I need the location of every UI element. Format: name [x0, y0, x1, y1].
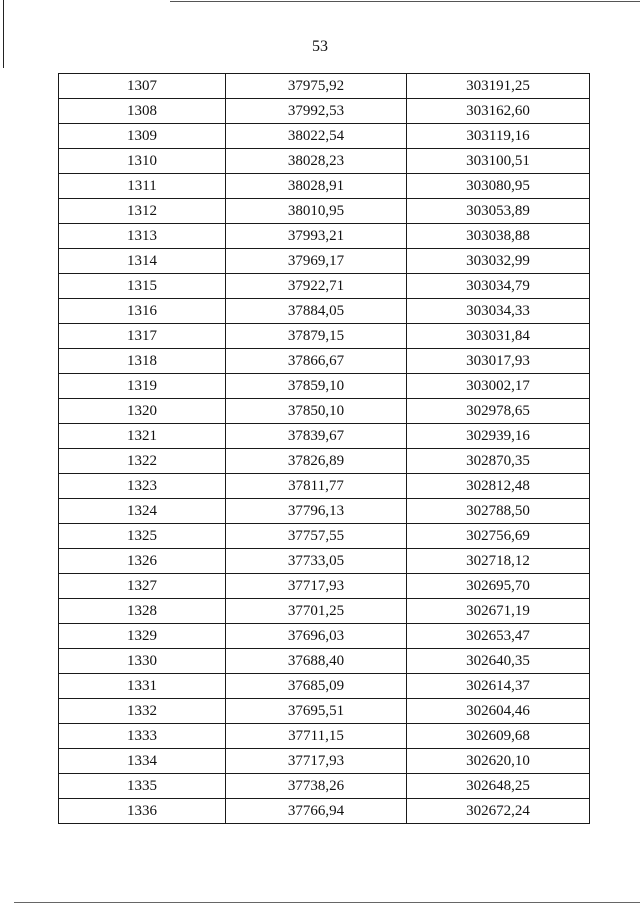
x-coordinate-cell: 37766,94 — [226, 799, 407, 824]
table-row — [59, 374, 590, 399]
table-row — [59, 774, 590, 799]
x-coordinate-cell: 37879,15 — [226, 324, 407, 349]
point-number-cell: 1333 — [59, 724, 226, 749]
point-number-cell: 1318 — [59, 349, 226, 374]
point-number-cell: 1315 — [59, 274, 226, 299]
point-number-cell: 1307 — [59, 74, 226, 99]
coordinates-table-body — [59, 74, 590, 824]
point-number-cell: 1313 — [59, 224, 226, 249]
y-coordinate-cell: 303100,51 — [407, 149, 590, 174]
point-number-cell: 1321 — [59, 424, 226, 449]
x-coordinate-cell: 37738,26 — [226, 774, 407, 799]
x-coordinate-cell: 37717,93 — [226, 749, 407, 774]
y-coordinate-cell: 303038,88 — [407, 224, 590, 249]
point-number-cell: 1317 — [59, 324, 226, 349]
table-row — [59, 399, 590, 424]
point-number-cell: 1327 — [59, 574, 226, 599]
y-coordinate-cell: 303002,17 — [407, 374, 590, 399]
point-number-cell: 1328 — [59, 599, 226, 624]
y-coordinate-cell: 302614,37 — [407, 674, 590, 699]
x-coordinate-cell: 37859,10 — [226, 374, 407, 399]
y-coordinate-cell: 303017,93 — [407, 349, 590, 374]
y-coordinate-cell: 302695,70 — [407, 574, 590, 599]
x-coordinate-cell: 37701,25 — [226, 599, 407, 624]
scan-edge-top — [170, 1, 640, 2]
x-coordinate-cell: 38028,91 — [226, 174, 407, 199]
table-row — [59, 549, 590, 574]
scan-edge-bottom — [14, 902, 640, 903]
table-row — [59, 574, 590, 599]
x-coordinate-cell: 37688,40 — [226, 649, 407, 674]
point-number-cell: 1325 — [59, 524, 226, 549]
x-coordinate-cell: 37992,53 — [226, 99, 407, 124]
table-row — [59, 324, 590, 349]
x-coordinate-cell: 37866,67 — [226, 349, 407, 374]
table-row — [59, 599, 590, 624]
y-coordinate-cell: 302604,46 — [407, 699, 590, 724]
y-coordinate-cell: 303119,16 — [407, 124, 590, 149]
y-coordinate-cell: 303080,95 — [407, 174, 590, 199]
y-coordinate-cell: 303034,33 — [407, 299, 590, 324]
y-coordinate-cell: 303034,79 — [407, 274, 590, 299]
y-coordinate-cell: 302939,16 — [407, 424, 590, 449]
y-coordinate-cell: 302812,48 — [407, 474, 590, 499]
x-coordinate-cell: 37717,93 — [226, 574, 407, 599]
point-number-cell: 1335 — [59, 774, 226, 799]
y-coordinate-cell: 302640,35 — [407, 649, 590, 674]
table-row — [59, 74, 590, 99]
x-coordinate-cell: 37975,92 — [226, 74, 407, 99]
point-number-cell: 1323 — [59, 474, 226, 499]
y-coordinate-cell: 302620,10 — [407, 749, 590, 774]
x-coordinate-cell: 37850,10 — [226, 399, 407, 424]
table-row — [59, 699, 590, 724]
coordinates-table — [58, 73, 590, 824]
table-row — [59, 199, 590, 224]
y-coordinate-cell: 302788,50 — [407, 499, 590, 524]
point-number-cell: 1308 — [59, 99, 226, 124]
point-number-cell: 1314 — [59, 249, 226, 274]
point-number-cell: 1310 — [59, 149, 226, 174]
x-coordinate-cell: 37757,55 — [226, 524, 407, 549]
table-row — [59, 474, 590, 499]
table-row — [59, 724, 590, 749]
table-row — [59, 149, 590, 174]
y-coordinate-cell: 303053,89 — [407, 199, 590, 224]
y-coordinate-cell: 302609,68 — [407, 724, 590, 749]
x-coordinate-cell: 37993,21 — [226, 224, 407, 249]
x-coordinate-cell: 38022,54 — [226, 124, 407, 149]
table-row — [59, 299, 590, 324]
x-coordinate-cell: 37811,77 — [226, 474, 407, 499]
y-coordinate-cell: 302648,25 — [407, 774, 590, 799]
y-coordinate-cell: 302718,12 — [407, 549, 590, 574]
y-coordinate-cell: 303031,84 — [407, 324, 590, 349]
table-row — [59, 249, 590, 274]
point-number-cell: 1336 — [59, 799, 226, 824]
point-number-cell: 1311 — [59, 174, 226, 199]
x-coordinate-cell: 37733,05 — [226, 549, 407, 574]
point-number-cell: 1334 — [59, 749, 226, 774]
table-row — [59, 624, 590, 649]
x-coordinate-cell: 37796,13 — [226, 499, 407, 524]
y-coordinate-cell: 303162,60 — [407, 99, 590, 124]
point-number-cell: 1309 — [59, 124, 226, 149]
point-number-cell: 1320 — [59, 399, 226, 424]
y-coordinate-cell: 302756,69 — [407, 524, 590, 549]
table-row — [59, 274, 590, 299]
y-coordinate-cell: 302978,65 — [407, 399, 590, 424]
table-row — [59, 349, 590, 374]
table-row — [59, 124, 590, 149]
table-row — [59, 749, 590, 774]
x-coordinate-cell: 37884,05 — [226, 299, 407, 324]
point-number-cell: 1330 — [59, 649, 226, 674]
table-row — [59, 99, 590, 124]
scan-edge-left — [3, 0, 4, 68]
table-row — [59, 649, 590, 674]
table-row — [59, 499, 590, 524]
table-row — [59, 674, 590, 699]
x-coordinate-cell: 38010,95 — [226, 199, 407, 224]
page-number: 53 — [312, 38, 328, 55]
point-number-cell: 1319 — [59, 374, 226, 399]
table-row — [59, 174, 590, 199]
x-coordinate-cell: 37826,89 — [226, 449, 407, 474]
x-coordinate-cell: 37685,09 — [226, 674, 407, 699]
point-number-cell: 1322 — [59, 449, 226, 474]
y-coordinate-cell: 302870,35 — [407, 449, 590, 474]
table-row — [59, 224, 590, 249]
x-coordinate-cell: 38028,23 — [226, 149, 407, 174]
point-number-cell: 1324 — [59, 499, 226, 524]
table-row — [59, 424, 590, 449]
table-row — [59, 799, 590, 824]
x-coordinate-cell: 37969,17 — [226, 249, 407, 274]
x-coordinate-cell: 37695,51 — [226, 699, 407, 724]
point-number-cell: 1329 — [59, 624, 226, 649]
point-number-cell: 1316 — [59, 299, 226, 324]
point-number-cell: 1312 — [59, 199, 226, 224]
x-coordinate-cell: 37839,67 — [226, 424, 407, 449]
table-row — [59, 449, 590, 474]
y-coordinate-cell: 303191,25 — [407, 74, 590, 99]
point-number-cell: 1332 — [59, 699, 226, 724]
y-coordinate-cell: 303032,99 — [407, 249, 590, 274]
y-coordinate-cell: 302672,24 — [407, 799, 590, 824]
x-coordinate-cell: 37922,71 — [226, 274, 407, 299]
table-row — [59, 524, 590, 549]
y-coordinate-cell: 302653,47 — [407, 624, 590, 649]
x-coordinate-cell: 37696,03 — [226, 624, 407, 649]
y-coordinate-cell: 302671,19 — [407, 599, 590, 624]
point-number-cell: 1326 — [59, 549, 226, 574]
point-number-cell: 1331 — [59, 674, 226, 699]
x-coordinate-cell: 37711,15 — [226, 724, 407, 749]
